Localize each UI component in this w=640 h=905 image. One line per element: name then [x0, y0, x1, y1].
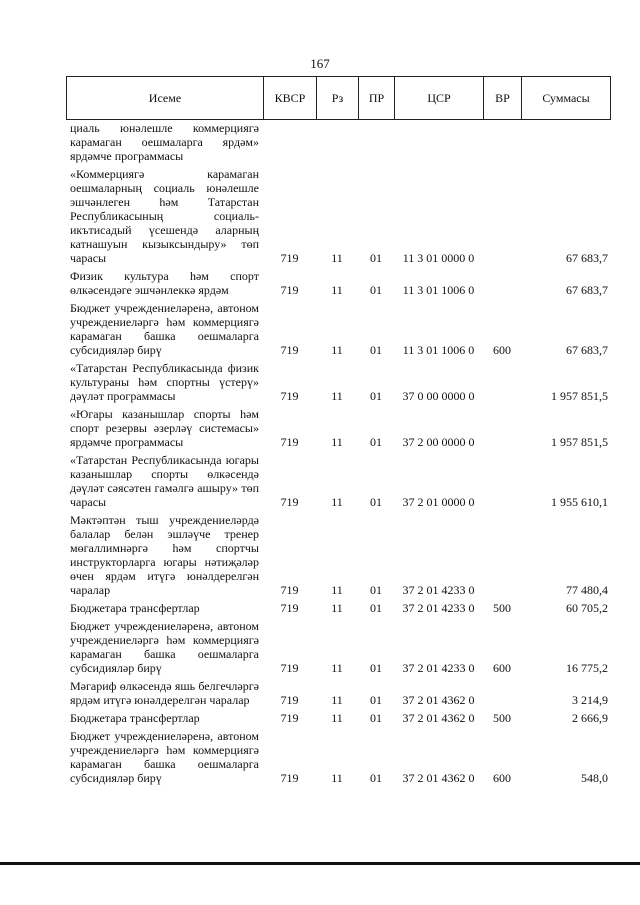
cell-csr: 11 3 01 0000 0: [402, 251, 475, 265]
cell-sum: 3 214,9: [572, 693, 608, 707]
cell-name: «Югары казанышлар спорты һәм спорт резервы әзерләү системасы» ярдәмче программасы: [70, 407, 259, 449]
cell-rz: 11: [331, 661, 343, 675]
cell-kvsr: 719: [280, 251, 299, 265]
cell-pr: 01: [370, 771, 382, 785]
table-header: [66, 76, 611, 120]
cell-rz: 11: [331, 435, 343, 449]
table-row: [66, 301, 610, 357]
cell-sum: 1 955 610,1: [551, 495, 608, 509]
table-row: [66, 601, 610, 615]
cell-csr: 37 2 01 4233 0: [402, 601, 475, 615]
cell-kvsr: 719: [280, 771, 299, 785]
table-body: [66, 121, 610, 789]
cell-kvsr: 719: [280, 283, 299, 297]
cell-rz: 11: [331, 711, 343, 725]
cell-rz: 11: [331, 389, 343, 403]
cell-csr: 37 2 01 4233 0: [402, 583, 475, 597]
cell-pr: 01: [370, 693, 382, 707]
header-sum: Суммасы: [522, 77, 611, 120]
cell-vr: 500: [493, 601, 511, 615]
cell-csr: 37 2 01 0000 0: [402, 495, 475, 509]
cell-csr: 37 2 01 4362 0: [402, 693, 475, 707]
cell-kvsr: 719: [280, 711, 299, 725]
cell-vr: 600: [493, 771, 511, 785]
cell-pr: 01: [370, 495, 382, 509]
header-rz: Рз: [317, 77, 359, 120]
table-row: [66, 711, 610, 725]
cell-pr: 01: [370, 583, 382, 597]
cell-rz: 11: [331, 343, 343, 357]
cell-name: Бюджет учреждениеләренә, автоном учреждениеләргә һәм коммерциягә карамаган башка оешмаларга субсидияләр бирү: [70, 729, 259, 785]
cell-sum: 548,0: [581, 771, 608, 785]
cell-vr: 600: [493, 661, 511, 675]
cell-csr: 37 2 00 0000 0: [402, 435, 475, 449]
cell-sum: 67 683,7: [566, 251, 608, 265]
cell-kvsr: 719: [280, 435, 299, 449]
cell-sum: 77 480,4: [566, 583, 608, 597]
cell-sum: 67 683,7: [566, 343, 608, 357]
cell-rz: 11: [331, 693, 343, 707]
table-row: [66, 269, 610, 297]
cell-name: Физик культура һәм спорт өлкәсендәге эшчәнлеккә ярдәм: [70, 269, 259, 297]
cell-csr: 11 3 01 1006 0: [402, 283, 475, 297]
cell-name: «Татарстан Республикасында югары казанышлар спорты өлкәсендә дәүләт сәясәтен гамәлгә ашыру» төп чарасы: [70, 453, 259, 509]
cell-pr: 01: [370, 251, 382, 265]
cell-sum: 16 775,2: [566, 661, 608, 675]
cell-csr: 37 0 00 0000 0: [402, 389, 475, 403]
cell-rz: 11: [331, 583, 343, 597]
cell-vr: 600: [493, 343, 511, 357]
cell-vr: 500: [493, 711, 511, 725]
cell-kvsr: 719: [280, 583, 299, 597]
cell-pr: 01: [370, 711, 382, 725]
cell-rz: 11: [331, 283, 343, 297]
cell-kvsr: 719: [280, 693, 299, 707]
table-row: [66, 407, 610, 449]
cell-name: Мәктәптән тыш учреждениеләрдә балалар белән эшләүче тренер мөгаллимнәргә һәм спортчы инструкторларга югары нәтиҗәләр өчен ярдәм итүгә юнәлдерелгән чаралар: [70, 513, 259, 597]
cell-name: Бюджетара трансфертлар: [70, 601, 200, 615]
cell-pr: 01: [370, 601, 382, 615]
cell-name: Бюджет учреждениеләренә, автоном учреждениеләргә һәм коммерциягә карамаган башка оешмаларга субсидияләр бирү: [70, 301, 259, 357]
cell-sum: 67 683,7: [566, 283, 608, 297]
header-csr: ЦСР: [395, 77, 484, 120]
cell-rz: 11: [331, 251, 343, 265]
header-kvsr: КВСР: [264, 77, 317, 120]
cell-pr: 01: [370, 435, 382, 449]
table-row: [66, 619, 610, 675]
cell-name: циаль юнәлешле коммерциягә карамаган оешмаларга ярдәм» ярдәмче программасы: [70, 121, 259, 163]
header-pr: ПР: [359, 77, 395, 120]
cell-name: «Коммерциягә карамаган оешмаларның социаль юнәлешле эшчәнлеген һәм Татарстан Республикасының социаль-икътисадый үсешендә аларның катнашуын кызыксындыру» төп чарасы: [70, 167, 259, 265]
cell-kvsr: 719: [280, 601, 299, 615]
cell-csr: 37 2 01 4362 0: [402, 771, 475, 785]
cell-rz: 11: [331, 771, 343, 785]
cell-pr: 01: [370, 343, 382, 357]
header-vr: ВР: [484, 77, 522, 120]
cell-csr: 37 2 01 4233 0: [402, 661, 475, 675]
cell-sum: 1 957 851,5: [551, 435, 608, 449]
cell-csr: 11 3 01 1006 0: [402, 343, 475, 357]
table-row: [66, 361, 610, 403]
cell-name: Мәгариф өлкәсендә яшь белгечләргә ярдәм итүгә юнәлдерелгән чаралар: [70, 679, 259, 707]
cell-pr: 01: [370, 661, 382, 675]
table-row: [66, 167, 610, 265]
table-row: [66, 679, 610, 707]
cell-kvsr: 719: [280, 495, 299, 509]
cell-csr: 37 2 01 4362 0: [402, 711, 475, 725]
cell-kvsr: 719: [280, 661, 299, 675]
cell-kvsr: 719: [280, 389, 299, 403]
table-row: [66, 121, 610, 163]
cell-name: «Татарстан Республикасында физик культураны һәм спортны үстерү» дәүләт программасы: [70, 361, 259, 403]
cell-rz: 11: [331, 601, 343, 615]
cell-kvsr: 719: [280, 343, 299, 357]
header-name: Исеме: [67, 77, 264, 120]
table-row: [66, 453, 610, 509]
table-row: [66, 729, 610, 785]
cell-sum: 2 666,9: [572, 711, 608, 725]
page-bottom-border: [0, 862, 640, 865]
cell-sum: 60 705,2: [566, 601, 608, 615]
page-number: 167: [310, 56, 330, 71]
cell-name: Бюджет учреждениеләренә, автоном учреждениеләргә һәм коммерциягә карамаган башка оешмаларга субсидияләр бирү: [70, 619, 259, 675]
cell-rz: 11: [331, 495, 343, 509]
cell-sum: 1 957 851,5: [551, 389, 608, 403]
cell-name: Бюджетара трансфертлар: [70, 711, 200, 725]
cell-pr: 01: [370, 389, 382, 403]
cell-pr: 01: [370, 283, 382, 297]
table-row: [66, 513, 610, 597]
